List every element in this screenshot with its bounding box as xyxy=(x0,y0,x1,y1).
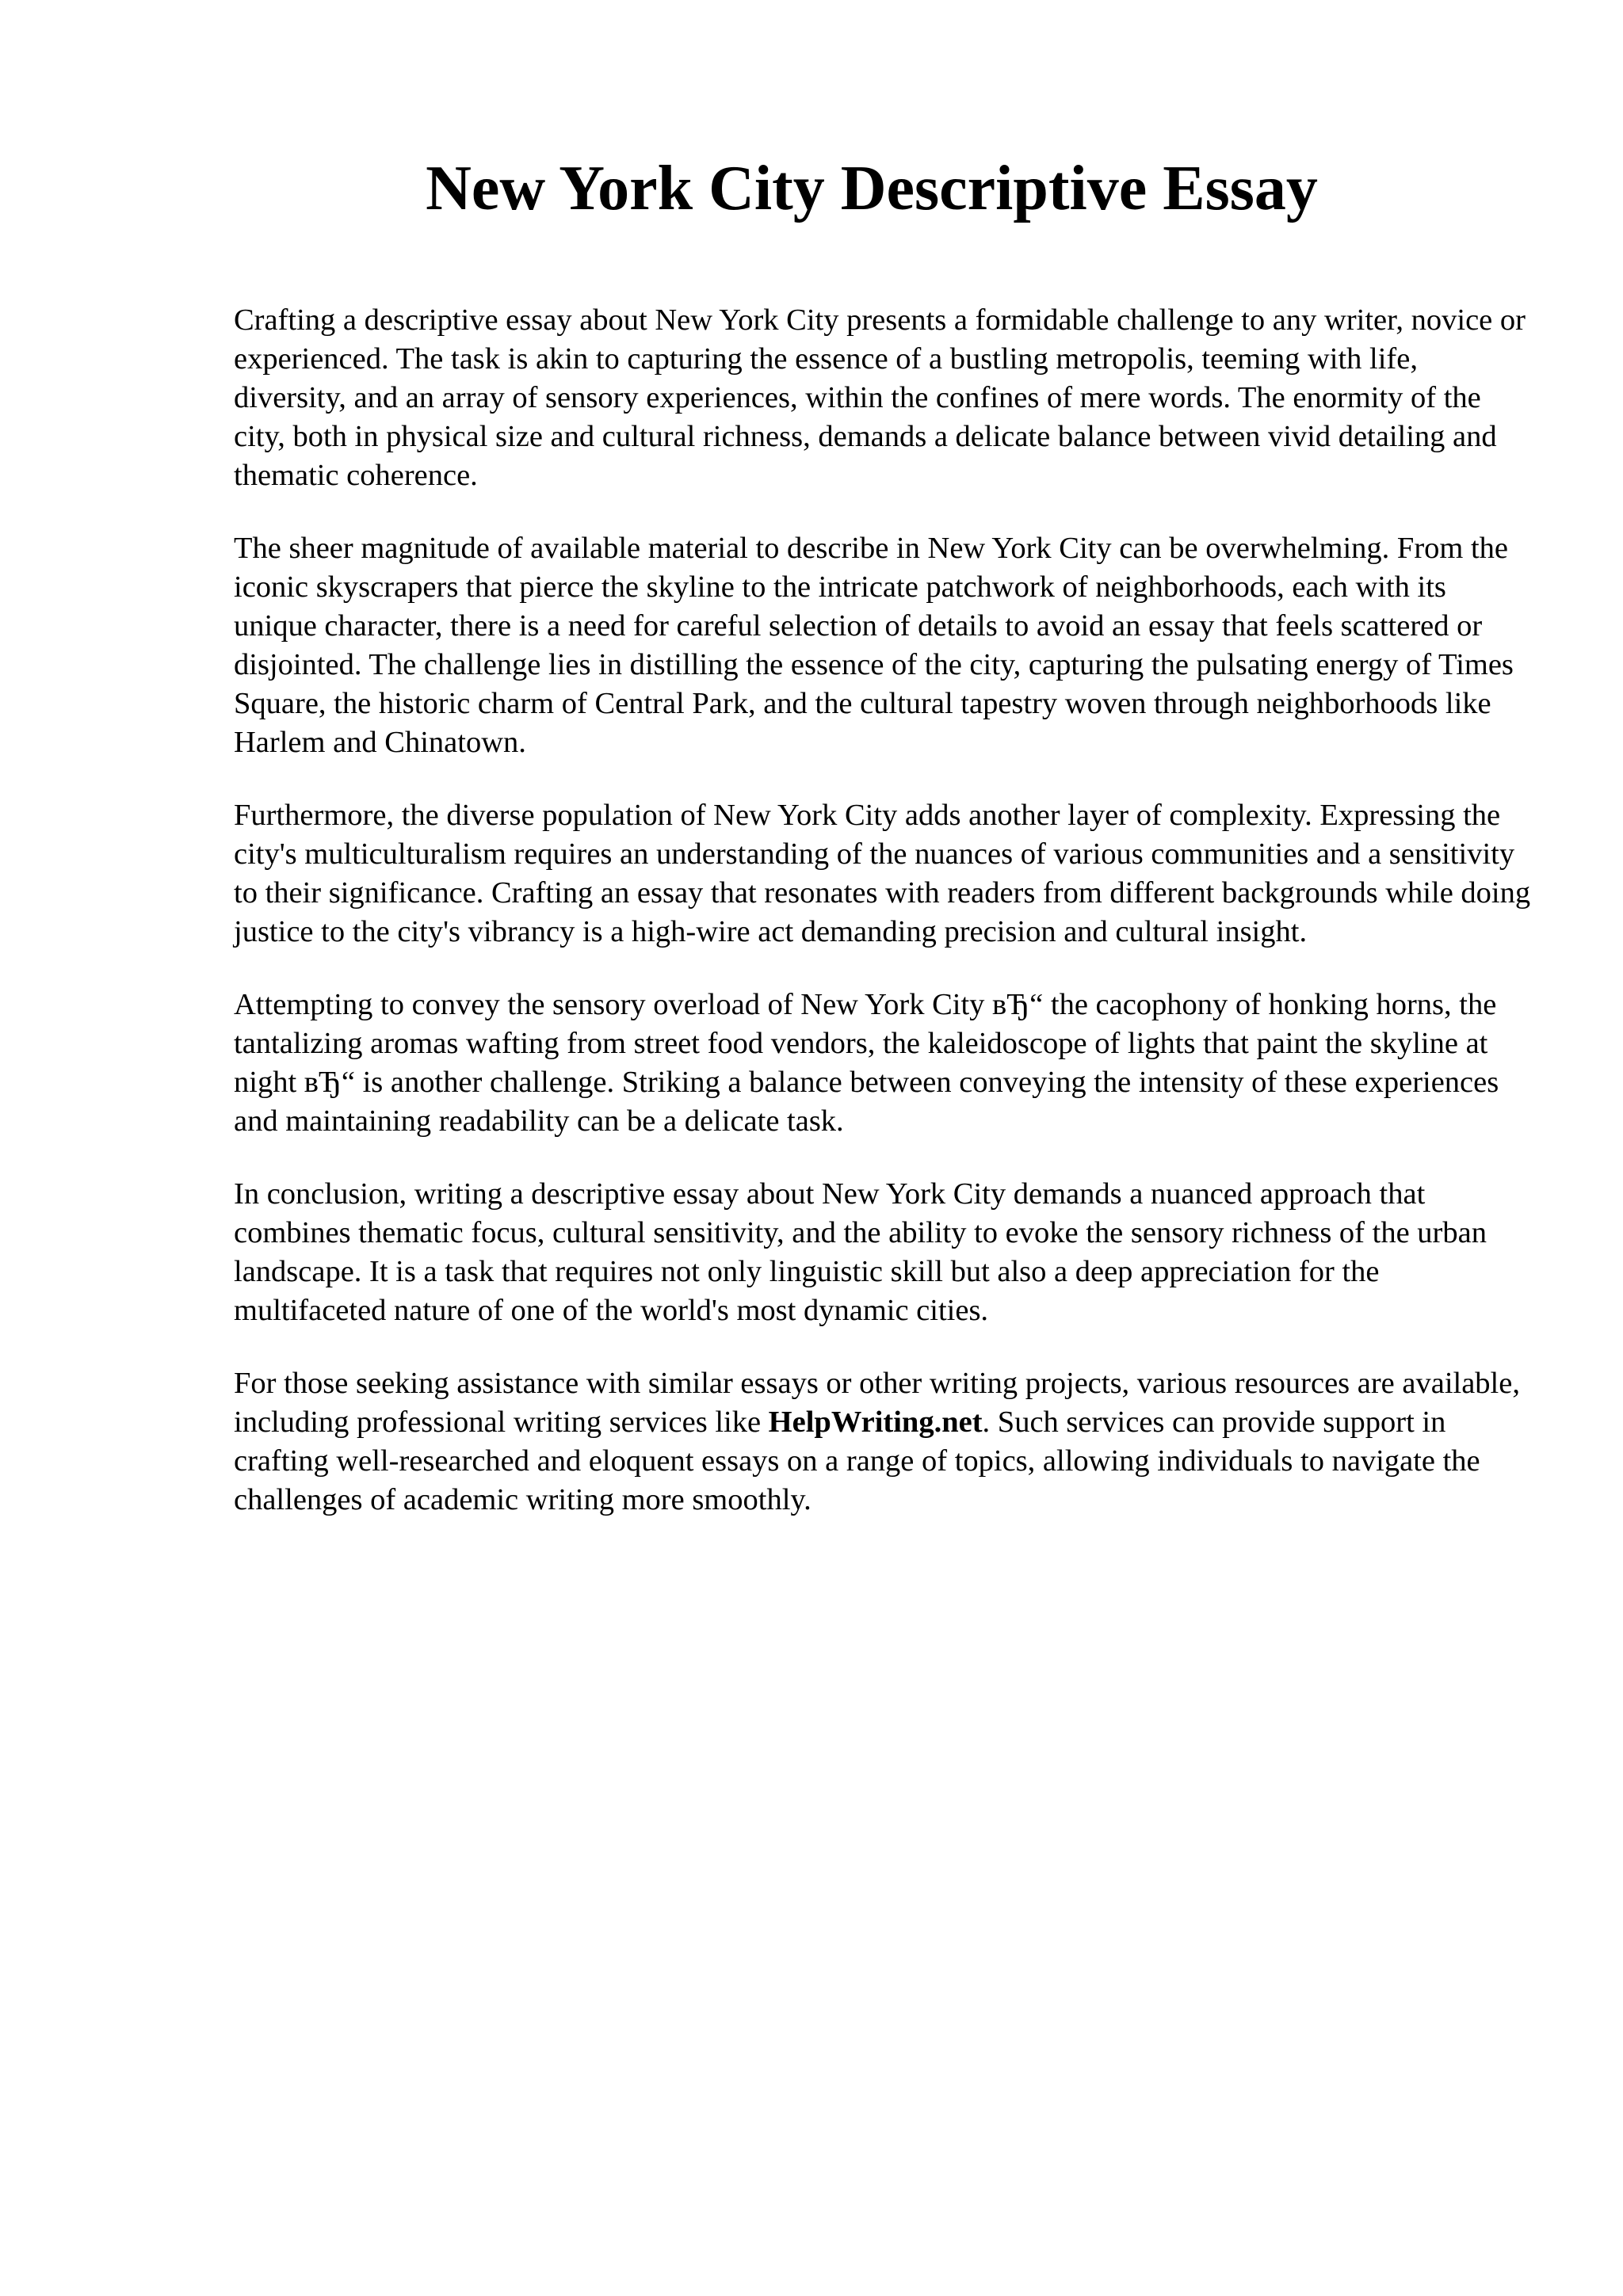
helpwriting-link[interactable]: HelpWriting.net xyxy=(768,1405,983,1439)
paragraph-1: Crafting a descriptive essay about New York City presents a formidable challenge to any writer, novice or experienced. The task is akin to capturing the essence of a bustling metropolis, teeming with life, diversity, and an array of sensory experiences, within the confines of mere words. The enormity of the city, both in physical size and cultural richness, demands a delicate balance between vivid detailing and thematic coherence. xyxy=(234,303,1526,492)
paragraph-2: The sheer magnitude of available material to describe in New York City can be overwhelming. From the iconic skyscrapers that pierce the skyline to the intricate patchwork of neighborhoods, each with its unique character, there is a need for careful selection of details to avoid an essay that feels scattered or disjointed. The challenge lies in distilling the essence of the city, capturing the pulsating energy of Times Square, the historic charm of Central Park, and the cultural tapestry woven through neighborhoods like Harlem and Chinatown. xyxy=(234,532,1514,759)
paragraph-6 xyxy=(234,1364,1533,1520)
paragraph-6-text-after: . Such services can provide support in crafting well-researched and eloquent essays on a range of topics, allowing individuals to navigate the challenges of academic writing more smoothly. xyxy=(234,1405,1480,1516)
paragraph-5: In conclusion, writing a descriptive essay about New York City demands a nuanced approach that combines thematic focus, cultural sensitivity, and the ability to evoke the sensory richness of the urban landscape. It is a task that requires not only linguistic skill but also a deep appreciation for the multifaceted nature of one of the world's most dynamic cities. xyxy=(234,1177,1487,1327)
document-title: New York City Descriptive Essay xyxy=(426,154,1318,223)
paragraph-4: Attempting to convey the sensory overload of New York City вЂ“ the cacophony of honking horns, the tantalizing aromas wafting from street food vendors, the kaleidoscope of lights that paint the skyline at night вЂ“ is another challenge. Striking a balance between conveying the intensity of these experiences and maintaining readability can be a delicate task. xyxy=(234,988,1499,1138)
paragraph-3: Furthermore, the diverse population of New York City adds another layer of complexity. Expressing the city's multiculturalism requires an understanding of the nuances of various communities and a sensitivity to their significance. Crafting an essay that resonates with readers from different backgrounds while doing justice to the city's vibrancy is a high-wire act demanding precision and cultural insight. xyxy=(234,799,1531,948)
paragraph-6-text-before: For those seeking assistance with similar essays or other writing projects, various resources are available, including professional writing services like xyxy=(234,1367,1520,1439)
document-body xyxy=(234,301,1533,1554)
